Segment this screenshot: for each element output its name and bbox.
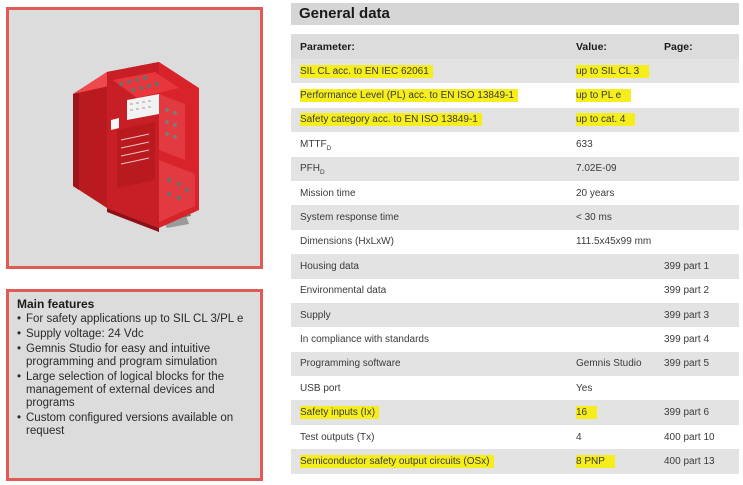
row-parameter: Housing data bbox=[300, 260, 359, 272]
section-title: General data bbox=[291, 3, 739, 25]
safety-module-image bbox=[9, 10, 260, 266]
table-row bbox=[291, 449, 739, 473]
row-parameter: Supply bbox=[300, 309, 331, 321]
row-parameter: Safety inputs (Ix) bbox=[300, 400, 379, 424]
table-row bbox=[291, 59, 739, 83]
main-features-panel bbox=[6, 289, 263, 481]
row-parameter: Programming software bbox=[300, 358, 401, 370]
row-parameter: SIL CL acc. to EN IEC 62061 bbox=[300, 59, 433, 83]
table-row bbox=[291, 108, 739, 132]
feature-item: • Custom configured versions available on request bbox=[17, 412, 255, 438]
table-row bbox=[291, 425, 739, 449]
row-parameter: Dimensions (HxLxW) bbox=[300, 236, 394, 248]
row-parameter: USB port bbox=[300, 382, 341, 394]
row-parameter: Semiconductor safety output circuits (OSx) bbox=[300, 449, 494, 473]
table-row bbox=[291, 327, 739, 351]
row-parameter: Safety category acc. to EN ISO 13849-1 bbox=[300, 108, 482, 132]
row-value: 20 years bbox=[576, 187, 615, 199]
row-page: 399 part 3 bbox=[664, 309, 710, 321]
row-parameter: System response time bbox=[300, 212, 399, 224]
row-value: 8 PNP bbox=[576, 449, 615, 473]
row-value: Yes bbox=[576, 382, 593, 394]
row-value: < 30 ms bbox=[576, 212, 612, 224]
row-page: 399 part 2 bbox=[664, 285, 710, 297]
table-row bbox=[291, 352, 739, 376]
header-value: Value: bbox=[576, 40, 607, 53]
table-row bbox=[291, 83, 739, 107]
table-row bbox=[291, 279, 739, 303]
feature-item: • For safety applications up to SIL CL 3/PL e bbox=[17, 313, 255, 326]
table-row bbox=[291, 205, 739, 229]
row-page: 399 part 4 bbox=[664, 333, 710, 345]
row-parameter: Performance Level (PL) acc. to EN ISO 13849-1 bbox=[300, 83, 518, 107]
header-page: Page: bbox=[664, 40, 693, 53]
table-row bbox=[291, 132, 739, 156]
row-value: up to cat. 4 bbox=[576, 108, 635, 132]
row-value: 7.02E-09 bbox=[576, 163, 617, 175]
row-parameter: Environmental data bbox=[300, 285, 387, 297]
row-value: Gemnis Studio bbox=[576, 358, 642, 370]
table-row bbox=[291, 303, 739, 327]
row-value: up to SIL CL 3 bbox=[576, 59, 649, 83]
table-row bbox=[291, 254, 739, 278]
row-value: 633 bbox=[576, 138, 593, 150]
row-parameter: Test outputs (Tx) bbox=[300, 431, 375, 443]
row-value: up to PL e bbox=[576, 83, 631, 107]
feature-item: • Gemnis Studio for easy and intuitive programming and program simulation bbox=[17, 343, 255, 369]
header-parameter: Parameter: bbox=[300, 40, 355, 53]
row-page: 399 part 1 bbox=[664, 260, 710, 272]
row-parameter: $PFH_D$ bbox=[300, 163, 325, 177]
row-page: 399 part 6 bbox=[664, 407, 710, 419]
table-row bbox=[291, 181, 739, 205]
row-parameter: $MTTF_D$ bbox=[300, 138, 332, 152]
table-row bbox=[291, 376, 739, 400]
row-value: 4 bbox=[576, 431, 582, 443]
feature-item: • Supply voltage: 24 Vdc bbox=[17, 328, 255, 341]
row-page: 400 part 10 bbox=[664, 431, 715, 443]
row-page: 400 part 13 bbox=[664, 455, 715, 467]
row-value: 16 bbox=[576, 400, 597, 424]
table-header-row bbox=[291, 34, 739, 59]
feature-item: • Large selection of logical blocks for the management of external devices and programs bbox=[17, 371, 255, 410]
table-row bbox=[291, 400, 739, 424]
row-parameter: In compliance with standards bbox=[300, 333, 429, 345]
row-page: 399 part 5 bbox=[664, 358, 710, 370]
main-features-title: Main features bbox=[17, 297, 95, 311]
product-image-panel bbox=[6, 7, 263, 269]
row-parameter: Mission time bbox=[300, 187, 356, 199]
table-row bbox=[291, 157, 739, 181]
row-value: 111.5x45x99 mm bbox=[576, 236, 652, 248]
table-row bbox=[291, 230, 739, 254]
general-data-table bbox=[291, 34, 739, 474]
table-body bbox=[291, 59, 739, 474]
main-features-list bbox=[17, 313, 255, 440]
